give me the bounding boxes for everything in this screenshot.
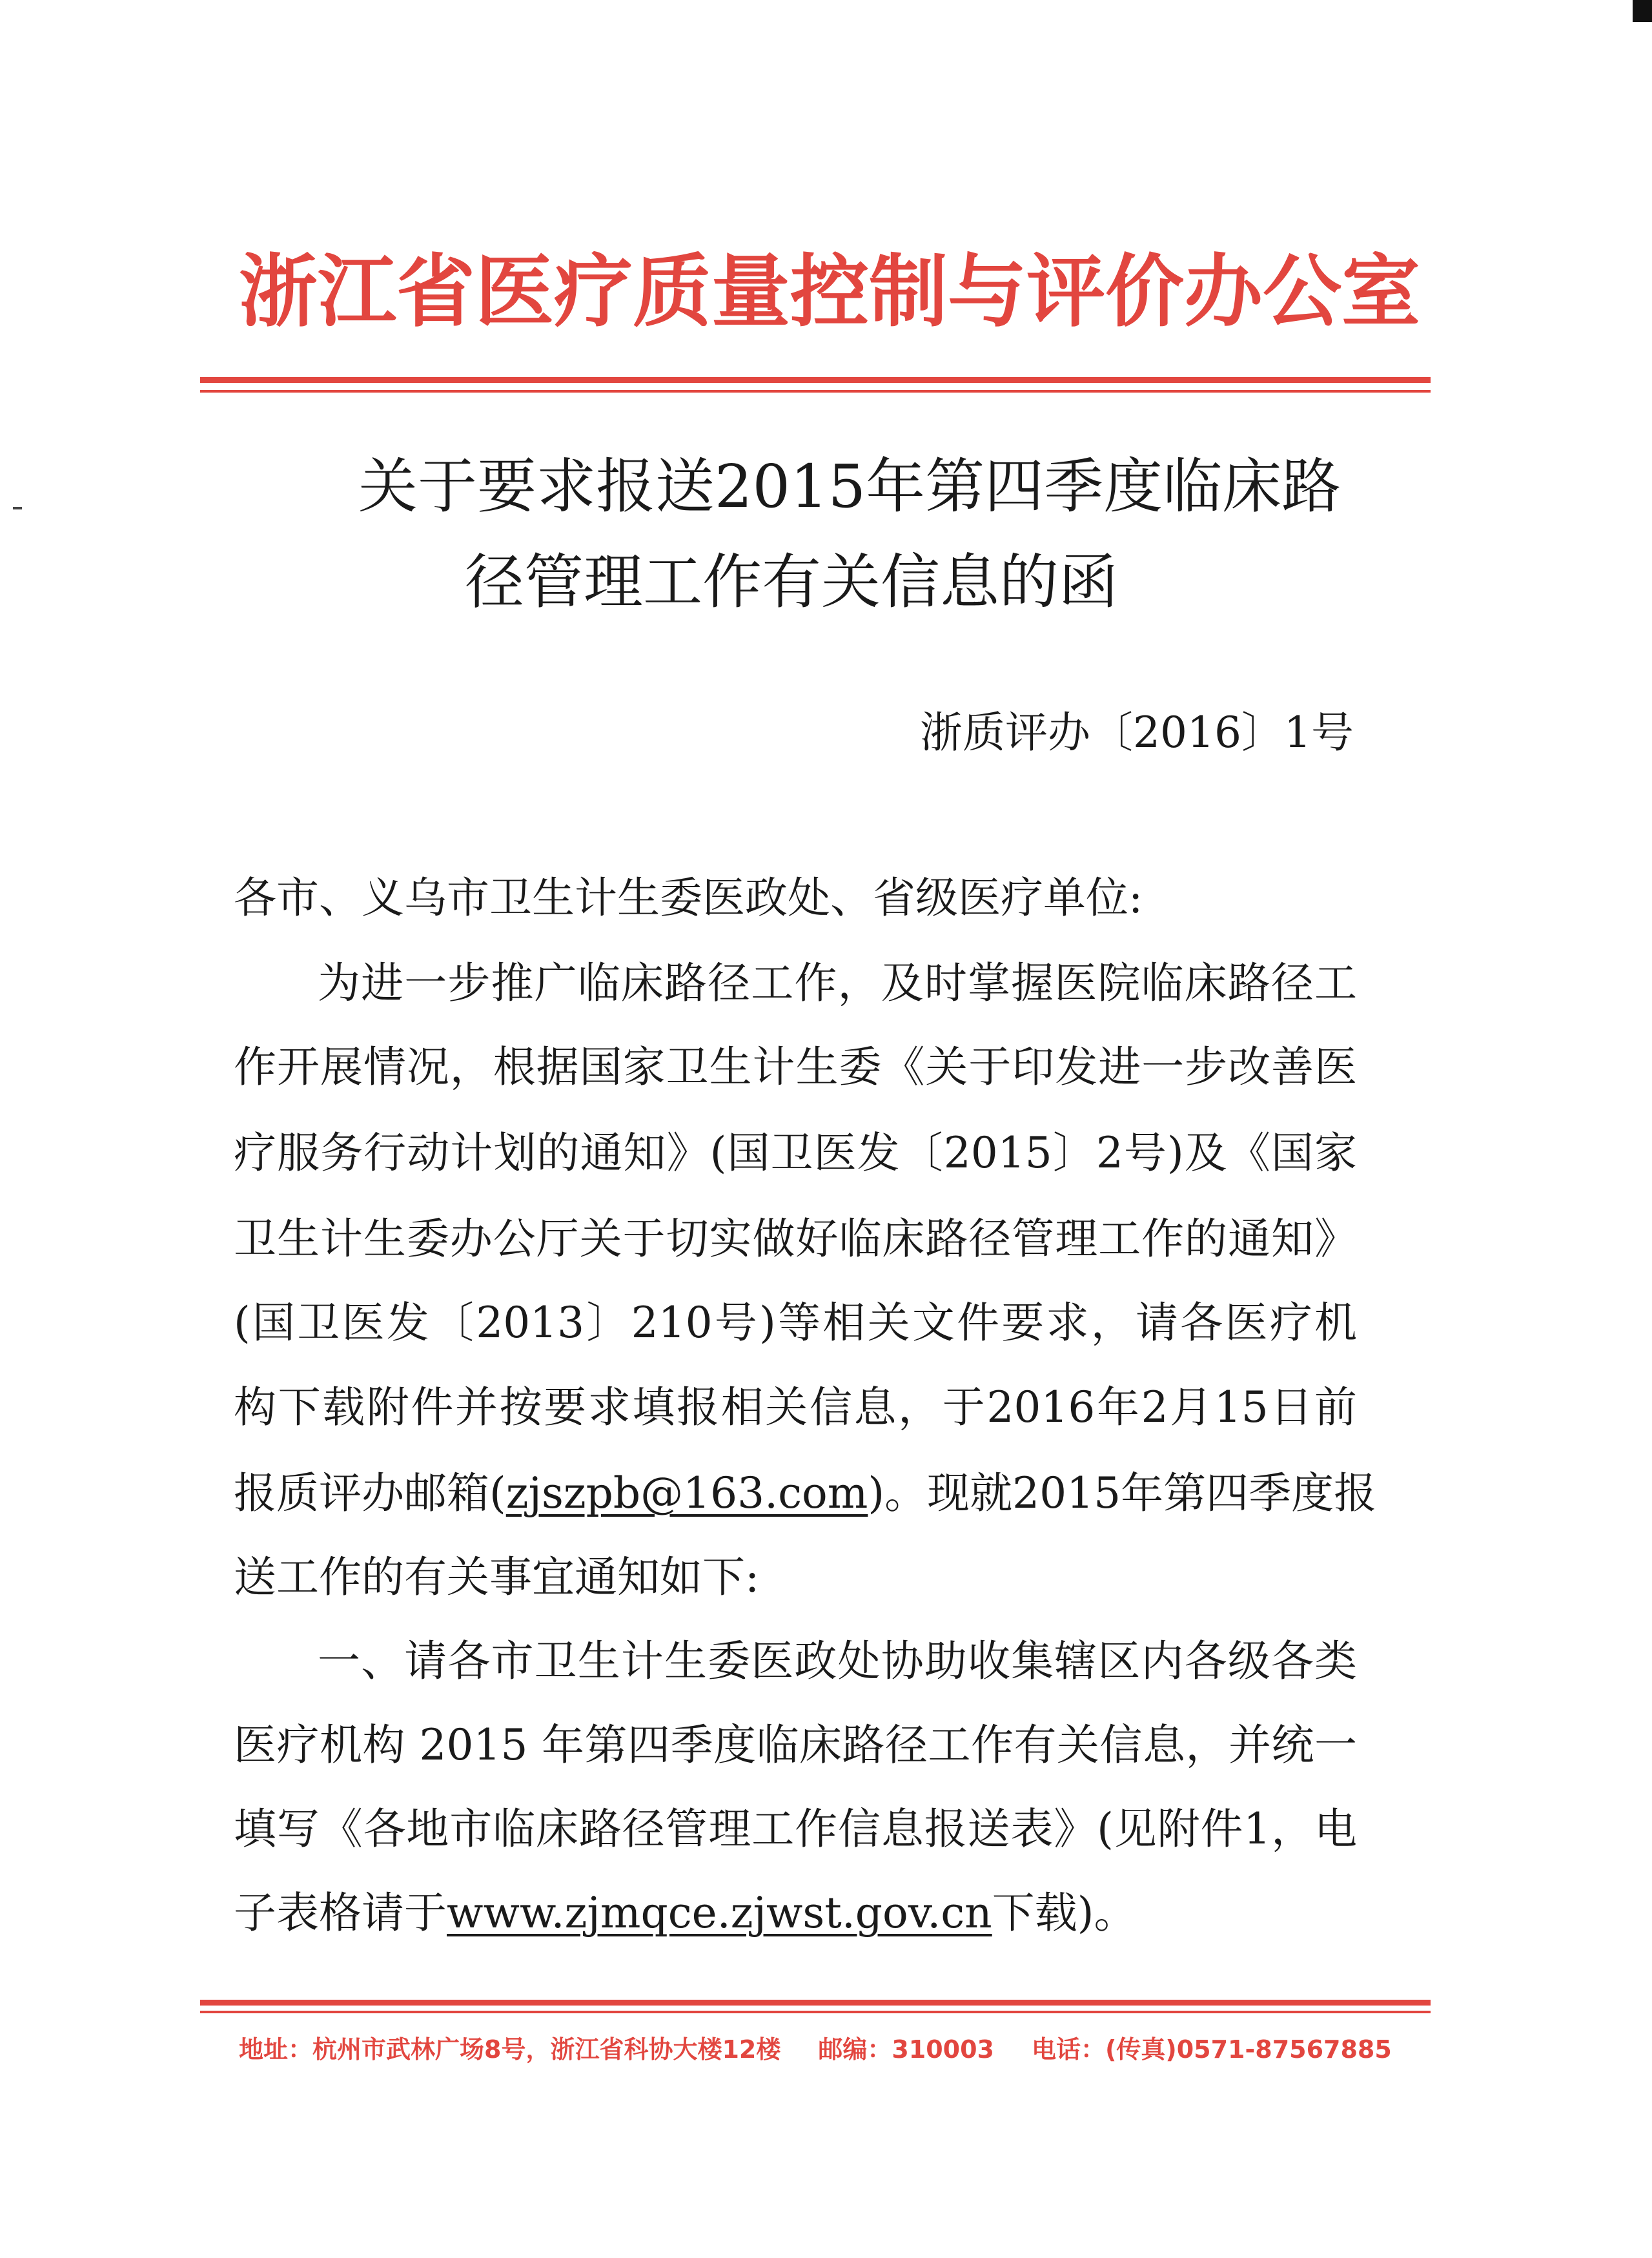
body-line: 构下载附件并按要求填报相关信息，于2016年2月15日前 [234, 1382, 1357, 1432]
body-line: 卫生计生委办公厅关于切实做好临床路径管理工作的通知》 [234, 1214, 1357, 1264]
body-line: (国卫医发〔2013〕210号)等相关文件要求，请各医疗机 [234, 1298, 1357, 1348]
email-line-after: )。现就2015年第四季度报 [868, 1468, 1377, 1518]
download-url-link[interactable]: www.zjmqce.zjwst.gov.cn [447, 1888, 992, 1938]
footer-rule-thin [200, 2011, 1431, 2013]
document-number: 浙质评办〔2016〕1号 [920, 708, 1354, 757]
footer-phone: 电话：(传真)0571-87567885 [1031, 2035, 1392, 2064]
letterhead-org-name: 浙江省医疗质量控制与评价办公室 [239, 246, 1420, 338]
footer-postcode: 邮编：310003 [818, 2035, 994, 2064]
body-line: 疗服务行动计划的通知》(国卫医发〔2015〕2号)及《国家 [234, 1128, 1357, 1178]
body-line: 医疗机构 2015 年第四季度临床路径工作有关信息，并统一 [234, 1720, 1357, 1770]
email-link[interactable]: zjszpb@163.com [505, 1468, 868, 1518]
body-line: 送工作的有关事宜通知如下: [234, 1552, 760, 1602]
body-line: 填写《各地市临床路径管理工作信息报送表》(见附件1，电 [234, 1804, 1357, 1854]
body-line-email [234, 1468, 1377, 1518]
salutation: 各市、义乌市卫生计生委医政处、省级医疗单位: [234, 873, 1143, 923]
body-line-url [234, 1888, 1357, 1938]
document-title-line-2: 径管理工作有关信息的函 [465, 548, 1119, 617]
letterhead-rule-thick [200, 377, 1431, 383]
url-line-after: 下载)。 [992, 1888, 1137, 1938]
letterhead-rule-thin [200, 390, 1431, 393]
email-line-before: 报质评办邮箱( [234, 1468, 506, 1518]
url-line-before: 子表格请于 [234, 1888, 447, 1938]
body-line: 一、请各市卫生计生委医政处协助收集辖区内各级各类 [318, 1636, 1357, 1686]
scan-speck [13, 507, 22, 509]
document-title-line-1: 关于要求报送2015年第四季度临床路 [358, 452, 1341, 521]
footer-contact [239, 2037, 1465, 2062]
footer-rule-thick [200, 2000, 1431, 2006]
scan-corner-mark [1633, 0, 1652, 22]
body-line: 作开展情况，根据国家卫生计生委《关于印发进一步改善医 [234, 1042, 1357, 1092]
footer-address: 地址：杭州市武林广场8号，浙江省科协大楼12楼 [239, 2035, 781, 2064]
body-line: 为进一步推广临床路径工作，及时掌握医院临床路径工 [318, 958, 1357, 1008]
